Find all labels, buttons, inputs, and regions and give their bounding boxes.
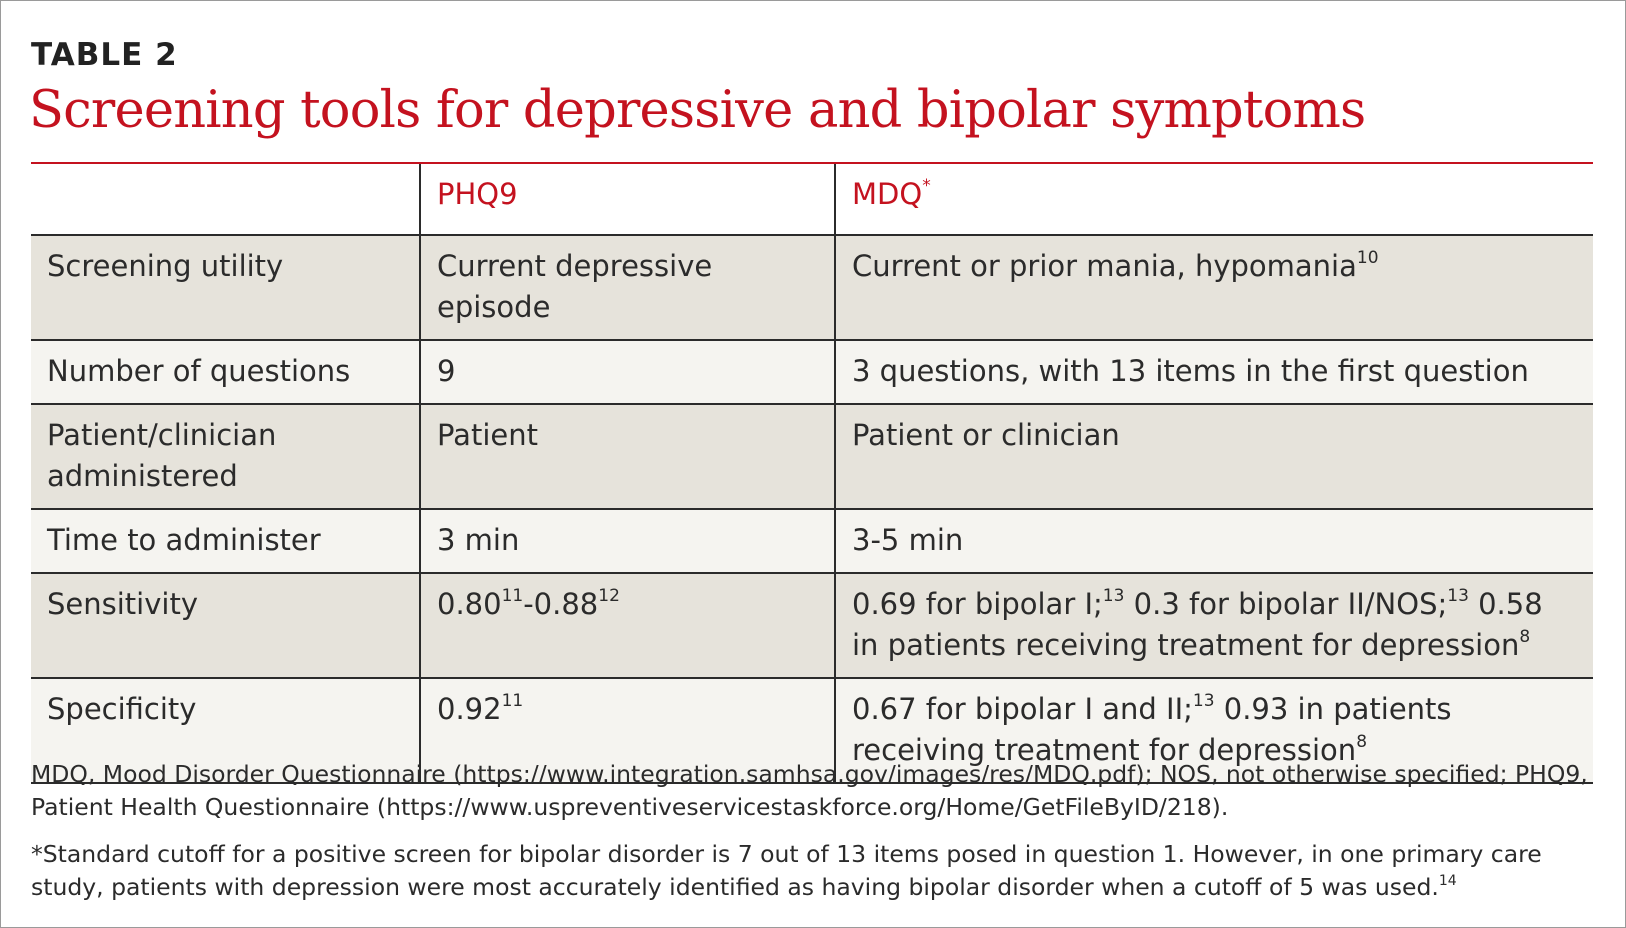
reference-superscript: 13	[1447, 586, 1469, 606]
header-mdq-marker: *	[922, 176, 931, 196]
row-label: Specificity	[31, 678, 420, 783]
reference-superscript: 13	[1192, 691, 1215, 711]
phq9-text: 0.80	[437, 587, 502, 621]
phq9-cell	[420, 573, 835, 678]
cutoff-text: *Standard cutoff for a positive screen for bipolar disorder is 7 out of 13 items posed in question 1. However, in one primary care study, patients with depression were most accurately identified as having bipolar disorder when a cutoff of 5 was used.	[31, 840, 1542, 901]
table-footnotes	[31, 758, 1601, 918]
row-label: Number of questions	[31, 340, 420, 404]
phq9-cell: 9	[420, 340, 835, 404]
mdq-text: 0.69 for bipolar I;	[852, 587, 1103, 621]
row-label: Screening utility	[31, 235, 420, 340]
header-phq9: PHQ9	[420, 164, 835, 235]
mdq-text: 0.93 in patients receiving treatment for depression	[852, 692, 1452, 767]
row-label: Patient/clinician administered	[31, 404, 420, 509]
reference-superscript: 14	[1438, 873, 1457, 889]
phq9-text: 0.92	[437, 692, 502, 726]
header-mdq	[835, 164, 1593, 235]
reference-superscript: 8	[1519, 627, 1531, 647]
phq9-cell: Current depressive episode	[420, 235, 835, 340]
cutoff-footnote	[31, 838, 1601, 904]
row-label: Time to administer	[31, 509, 420, 573]
table-header-row	[31, 164, 1593, 235]
table-label: TABLE 2	[31, 37, 178, 73]
mdq-cell: 3 questions, with 13 items in the first question	[835, 340, 1593, 404]
table-row	[31, 573, 1593, 678]
table-row	[31, 509, 1593, 573]
mdq-text: 0.67 for bipolar I and II;	[852, 692, 1193, 726]
header-mdq-label: MDQ	[852, 177, 923, 211]
mdq-text: Current or prior mania, hypomania	[852, 249, 1357, 283]
reference-superscript: 13	[1102, 586, 1125, 606]
reference-superscript: 10	[1356, 248, 1379, 268]
mdq-cell: 3-5 min	[835, 509, 1593, 573]
mdq-text: 0.3 for bipolar II/NOS;	[1124, 587, 1448, 621]
reference-superscript: 11	[501, 586, 524, 606]
mdq-cell	[835, 573, 1593, 678]
phq9-text: -0.88	[523, 587, 599, 621]
screening-tools-table	[31, 164, 1593, 784]
reference-superscript: 12	[598, 586, 620, 606]
table-row	[31, 235, 1593, 340]
mdq-text: 0.58 in patients receiving treatment for depression	[852, 587, 1543, 662]
table-title: Screening tools for depressive and bipolar symptoms	[29, 81, 1366, 140]
reference-superscript: 8	[1356, 732, 1368, 752]
header-empty-cell	[31, 164, 420, 235]
mdq-cell	[835, 235, 1593, 340]
phq9-cell: 3 min	[420, 509, 835, 573]
phq9-cell: Patient	[420, 404, 835, 509]
mdq-cell: Patient or clinician	[835, 404, 1593, 509]
row-label: Sensitivity	[31, 573, 420, 678]
abbreviations-footnote: MDQ, Mood Disorder Questionnaire (https://www.integration.samhsa.gov/images/res/MDQ.pdf); NOS, not otherwise specified; PHQ9, Patient Health Questionnaire (https://www.uspreventiveservicestaskforce.org/Home/GetFileByID/218).	[31, 760, 1588, 821]
table-row	[31, 404, 1593, 509]
table-row	[31, 340, 1593, 404]
reference-superscript: 11	[501, 691, 524, 711]
